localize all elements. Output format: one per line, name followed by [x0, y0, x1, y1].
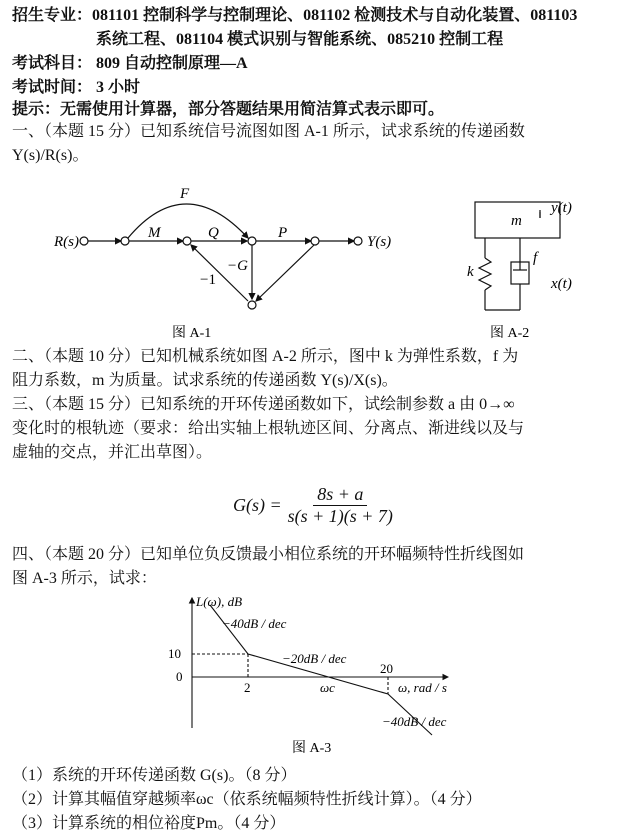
damper-label: f: [533, 250, 538, 266]
tf-denominator: s(s + 1)(s + 7): [287, 506, 393, 526]
tf-lhs: G(s) =: [233, 495, 282, 515]
q1-line1: 一、（本题 15 分）已知系统信号流图如图 A-1 所示，试求系统的传递函数: [12, 123, 525, 140]
exam-duration: 考试时间： 3 小时: [12, 79, 141, 96]
fig-a1-caption: 图 A-1: [172, 326, 212, 341]
gain-m: M: [148, 225, 161, 241]
q4-sub2: （2）计算其幅值穿越频率ωc（依系统幅频特性折线计算）。（4 分）: [12, 791, 482, 808]
gain-f: F: [180, 186, 190, 202]
exam-hint: 提示：无需使用计算器，部分答题结果用简洁算式表示即可。: [12, 101, 445, 118]
slope-2: −20dB / dec: [282, 651, 347, 666]
fig-a3-caption: 图 A-3: [292, 741, 332, 756]
output-label: Y(s): [367, 234, 392, 250]
bode-plot: [160, 590, 460, 760]
q2-line1: 二、（本题 10 分）已知机械系统如图 A-2 所示，图中 k 为弹性系数，f 为: [12, 348, 519, 365]
q2-line2: 阻力系数，m 为质量。试求系统的传递函数 Y(s)/X(s)。: [12, 372, 398, 389]
x-axis-label: ω, rad / s: [398, 680, 447, 695]
exam-subject: 考试科目： 809 自动控制原理—A: [12, 55, 248, 72]
q3-line2: 变化时的根轨迹（要求：给出实轴上根轨迹区间、分离点、渐进线以及与: [12, 420, 525, 437]
major-line-cont: 系统工程、081104 模式识别与智能系统、085210 控制工程: [96, 31, 504, 48]
q4-sub3: （3）计算系统的相位裕度Pm。（4 分）: [12, 815, 286, 832]
y-axis-label: L(ω), dB: [196, 594, 243, 609]
input-label: R(s): [54, 234, 79, 250]
transfer-function: [233, 484, 393, 527]
q4-line2: 图 A-3 所示，试求：: [12, 570, 157, 587]
gain-minus-one: −1: [200, 272, 216, 288]
tf-fraction: [288, 484, 393, 527]
signal-flow-graph: [54, 180, 460, 350]
gain-p: P: [278, 225, 288, 241]
slope-1: −40dB / dec: [222, 616, 287, 631]
fig-a2-caption: 图 A-2: [490, 326, 530, 341]
tick-2: 2: [244, 680, 251, 695]
mass-label: m: [511, 213, 522, 229]
mass-spring-damper: [455, 190, 615, 350]
tick-10: 10: [168, 646, 181, 661]
tick-0: 0: [176, 669, 183, 684]
x-label: x(t): [551, 276, 572, 292]
q4-sub1: （1）系统的开环传递函数 G(s)。（8 分）: [12, 767, 297, 784]
q3-line3: 虚轴的交点，并汇出草图）。: [12, 444, 213, 461]
q4-line1: 四、（本题 20 分）已知单位负反馈最小相位系统的开环幅频特性折线图如: [12, 546, 525, 563]
q3-line1: 三、（本题 15 分）已知系统的开环传递函数如下，试绘制参数 a 由 0→∞: [12, 396, 515, 413]
gain-q: Q: [208, 225, 219, 241]
tf-numerator: 8s + a: [313, 484, 367, 506]
slope-3: −40dB / dec: [382, 714, 447, 729]
tick-20: 20: [380, 661, 393, 676]
q1-line2: Y(s)/R(s)。: [12, 147, 89, 164]
y-label: y(t): [551, 200, 572, 216]
wc-label: ωc: [320, 680, 335, 695]
major-line: 招生专业：081101 控制科学与控制理论、081102 检测技术与自动化装置、081103: [12, 7, 578, 24]
spring-label: k: [467, 264, 474, 280]
gain-g: −G: [227, 258, 248, 274]
